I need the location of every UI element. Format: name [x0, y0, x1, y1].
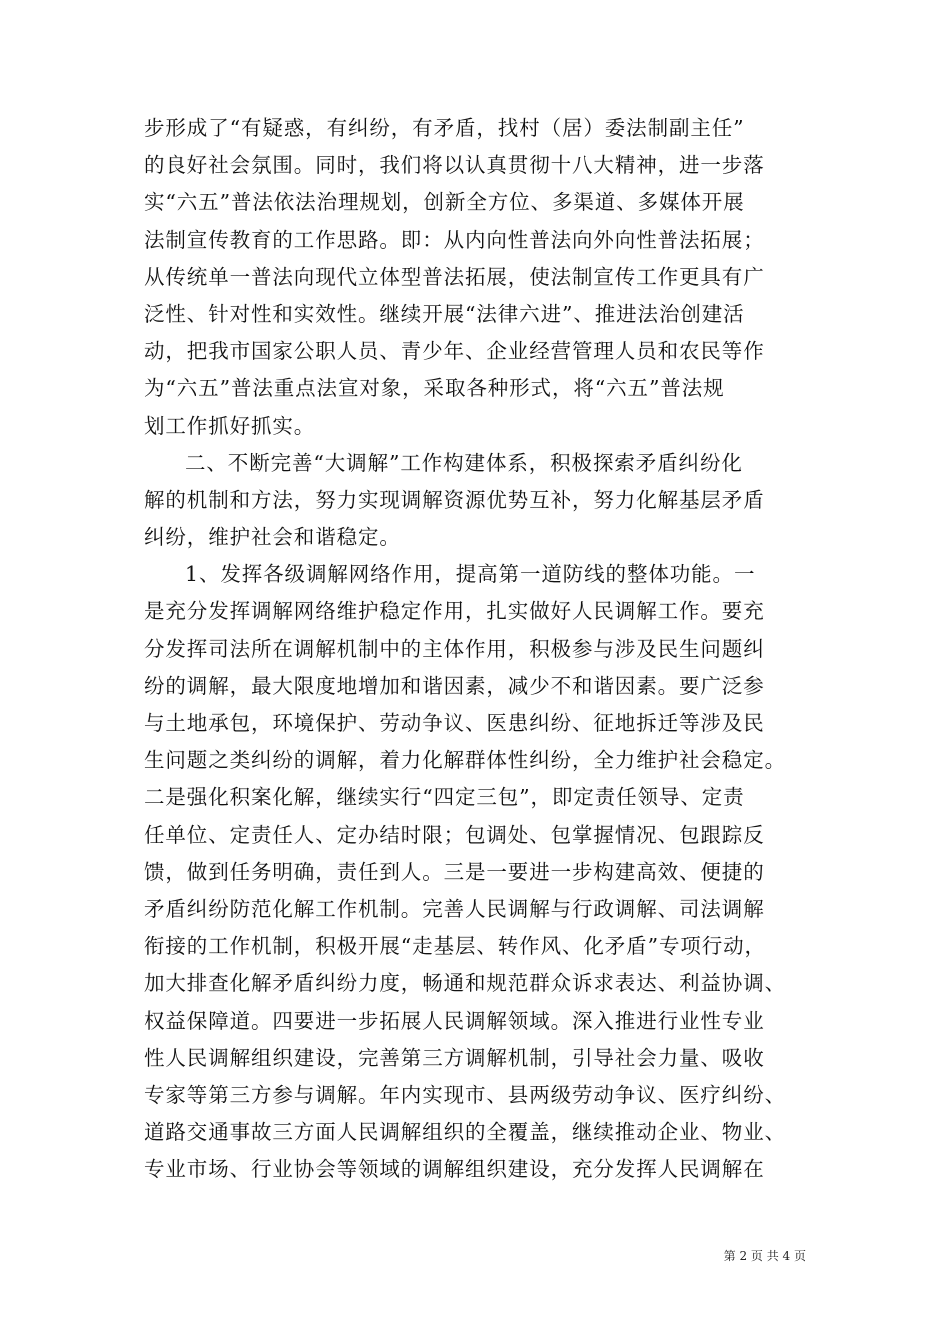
text-line: 性人民调解组织建设，完善第三方调解机制，引导社会力量、吸收 [144, 1045, 765, 1070]
text-line: 矛盾纠纷防范化解工作机制。完善人民调解与行政调解、司法调解 [144, 896, 765, 921]
text-line: 加大排查化解矛盾纠纷力度，畅通和规范群众诉求表达、利益协调、 [144, 971, 786, 996]
text-line: 二、不断完善“大调解”工作构建体系，积极探索矛盾纠纷化 [185, 450, 743, 475]
text-line: 专家等第三方参与调解。年内实现市、县两级劳动争议、医疗纠纷、 [144, 1082, 786, 1107]
text-line: 动，把我市国家公职人员、青少年、企业经营管理人员和农民等作 [144, 339, 765, 364]
text-line: 分发挥司法所在调解机制中的主体作用，积极参与涉及民生问题纠 [144, 636, 765, 661]
text-line: 划工作抓好抓实。 [144, 413, 316, 438]
text-line: 馈，做到任务明确，责任到人。三是一要进一步构建高效、便捷的 [144, 859, 765, 884]
text-line: 专业市场、行业协会等领域的调解组织建设，充分发挥人民调解在 [144, 1157, 765, 1182]
document-body [144, 110, 806, 1188]
paragraph [144, 556, 806, 1188]
text-line: 的良好社会氛围。同时，我们将以认真贯彻十八大精神，进一步落 [144, 153, 765, 178]
text-line: 是充分发挥调解网络维护稳定作用，扎实做好人民调解工作。要充 [144, 599, 765, 624]
text-line: 1、发挥各级调解网络作用，提高第一道防线的整体功能。一 [185, 562, 756, 587]
text-line: 生问题之类纠纷的调解，着力化解群体性纠纷，全力维护社会稳定。 [144, 748, 786, 773]
paragraph [144, 110, 806, 445]
text-line: 任单位、定责任人、定办结时限；包调处、包掌握情况、包跟踪反 [144, 822, 765, 847]
text-line: 为“六五”普法重点法宣对象，采取各种形式，将“六五”普法规 [144, 376, 725, 401]
paragraph [144, 445, 806, 557]
page-number: 第 2 页 共 4 页 [723, 1249, 806, 1263]
text-line: 实“六五”普法依法治理规划，创新全方位、多渠道、多媒体开展 [144, 190, 745, 215]
text-line: 衔接的工作机制，积极开展“走基层、转作风、化矛盾”专项行动， [144, 934, 766, 959]
text-line: 权益保障道。四要进一步拓展人民调解领域。深入推进行业性专业 [144, 1008, 765, 1033]
text-line: 二是强化积案化解，继续实行“四定三包”，即定责任领导、定责 [144, 785, 745, 810]
text-line: 道路交通事故三方面人民调解组织的全覆盖，继续推动企业、物业、 [144, 1120, 786, 1145]
text-line: 从传统单一普法向现代立体型普法拓展，使法制宣传工作更具有广 [144, 264, 765, 289]
text-line: 纷的调解，最大限度地增加和谐因素，减少不和谐因素。要广泛参 [144, 673, 765, 698]
text-line: 步形成了“有疑惑，有纠纷，有矛盾，找村（居）委法制副主任” [144, 116, 745, 140]
text-line: 泛性、针对性和实效性。继续开展“法律六进”、推进法治创建活 [144, 301, 745, 326]
text-line: 纠纷，维护社会和谐稳定。 [144, 525, 401, 550]
text-line: 解的机制和方法，努力实现调解资源优势互补，努力化解基层矛盾 [144, 487, 765, 512]
text-line: 与土地承包，环境保护、劳动争议、医患纠纷、征地拆迁等涉及民 [144, 711, 765, 735]
text-line: 法制宣传教育的工作思路。即：从内向性普法向外向性普法拓展； [144, 227, 765, 252]
